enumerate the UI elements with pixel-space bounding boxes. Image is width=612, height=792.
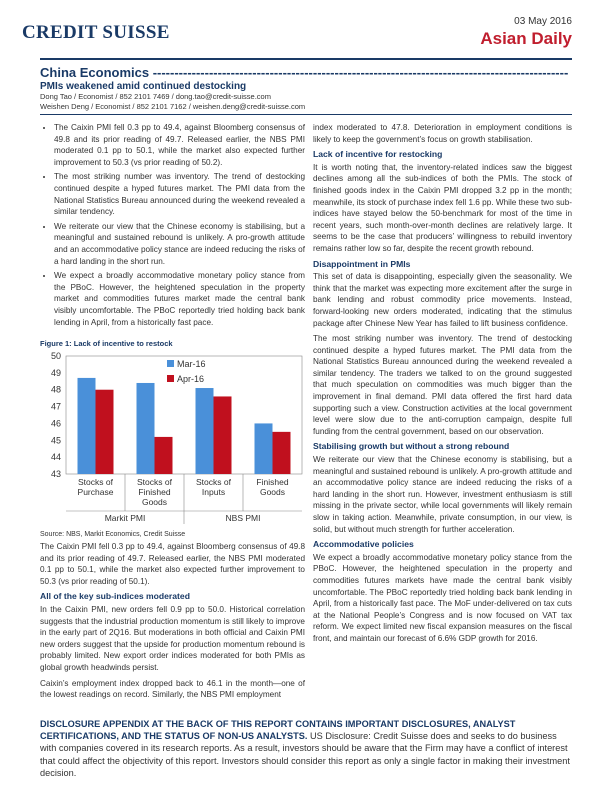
author-line: Dong Tao / Economist / 852 2101 7469 / dong.tao@credit-suisse.com — [40, 92, 271, 101]
legend-swatch — [167, 375, 174, 382]
section-title: China Economics ------------------------------------------------------------------------------------------------ — [40, 65, 569, 80]
y-tick-label: 44 — [50, 452, 61, 463]
y-tick-label: 47 — [50, 401, 61, 412]
group-label: Markit PMI — [104, 513, 146, 523]
bar-apr-16-2 — [214, 396, 232, 474]
y-tick-label: 50 — [50, 351, 61, 361]
y-tick-label: 43 — [50, 469, 61, 479]
bar-apr-16-3 — [273, 432, 291, 474]
disclosure-text: US Disclosure: Credit Suisse does and seeks to do business with companies covered in its research reports. As a result, investors should be aware that the Firm may have a conflict of interest that could affect the objectivity of this report. Investors should consider this report as only a single factor in making their investment decision. — [40, 731, 570, 778]
subheading: Stabilising growth but without a strong rebound — [313, 441, 510, 452]
disclosure-notice — [40, 718, 572, 779]
y-tick-label: 49 — [50, 367, 61, 378]
group-label: NBS PMI — [225, 513, 261, 523]
report-date: 03 May 2016 — [514, 16, 572, 27]
left-column — [40, 122, 305, 331]
logo-text: CREDIT SUISSE — [22, 22, 170, 43]
category-label: Stocks of — [78, 477, 113, 487]
subheading: All of the key sub-indices moderated — [40, 591, 190, 602]
disclosure-caps: DISCLOSURE APPENDIX AT THE BACK OF THIS REPORT CONTAINS IMPORTANT DISCLOSURES, ANALYST CERTIFICATIONS, AND THE STATUS OF NON-US ANALYSTS. — [40, 719, 516, 742]
subheading: Accommodative policies — [313, 539, 414, 550]
category-label: Finished — [138, 487, 171, 497]
category-label: Goods — [141, 497, 168, 507]
section-rule — [40, 114, 572, 115]
figure-source: Source: NBS, Markit Economics, Credit Suisse — [40, 531, 186, 538]
paragraph: index moderated to 47.8. Deterioration in employment conditions is likely to keep the government’s focus on growth stabilisation. — [313, 123, 572, 144]
legend-label: Mar-16 — [177, 359, 206, 369]
paragraph: In the Caixin PMI, new orders fell 0.9 pp to 50.0. Historical correlation suggests that the industrial production momentum is still likely to improve in the early part of 2Q16. But moderations in both official and Caixin PMI new orders suggest that the upside for production momentum rebound is probably limited. New export order indices moderated for both PMIs as global growth headwinds persist. — [40, 604, 305, 672]
y-tick-label: 46 — [50, 418, 61, 429]
subheading: Disappointment in PMIs — [313, 258, 411, 269]
paragraph: The Caixin PMI fell 0.3 pp to 49.4, against Bloomberg consensus of 49.8 and its prior reading of 49.7. Released earlier, the NBS PMI moderated 0.1 pp to 50.1, while the market also expected further improvement to 50.3 (vs prior reading of 50.1). — [40, 542, 305, 586]
headline: PMIs weakened amid continued destocking — [40, 81, 247, 92]
bar-mar-16-1 — [137, 383, 155, 474]
key-point: • The Caixin PMI fell 0.3 pp to 49.4, against Bloomberg consensus of 49.8 and its prior reading of 49.7. Released earlier, the NBS PMI moderated 0.1 pp to 50.1, while the market also expected further improvement to 50.3 (vs prior reading of 50.2). — [54, 122, 305, 168]
key-point: • We expect a broadly accommodative monetary policy stance from the PBoC. However, the heightened speculation in the property market and commodities futures market made the central bank visibly uncomfortable. The PBoC reportedly tried holding back bank lending in April, from a historically fast pace. — [54, 270, 305, 328]
left-column-continued — [40, 541, 305, 705]
bar-mar-16-0 — [78, 378, 96, 474]
paragraph: The most striking number was inventory. The trend of destocking continued despite a hyped futures market. The PMI data from the National Statistics Bureau announced during the weekend revealed a similar tendency. The traders we talked to on the ground suggested that much speculation on commodities was much bigger than the improvement in final demand. PMI data offered the first hard data supporting such a view. Construction activities at the local government level were slow due to the anti-corruption campaign, despite full funding from the central government, based on our observation. — [313, 334, 572, 436]
y-tick-label: 48 — [50, 384, 61, 395]
category-label: Stocks of — [196, 477, 231, 487]
bar-mar-16-2 — [196, 388, 214, 474]
header-rule — [40, 58, 572, 60]
paragraph: We reiterate our view that the Chinese economy is stabilising, but a meaningful and sustained rebound is unlikely. A pro-growth attitude and an accommodative policy stance are indeed reducing the risks of a hard landing in the short run. However, investment enthusiasm is still missing in the private sector, while local governments will likely remain slow in taking action. Meanwhile, private consumption, in our view, is solid, but without much strength for further acceleration. — [313, 455, 572, 534]
paragraph: We expect a broadly accommodative monetary policy stance from the PBoC. However, the heightened speculation in the property and commodities futures markets have made the central bank visibly uncomfortable. The PBoC reportedly tried holding back bank lending in April, from a historically fast pace. The MoF under-delivered on tax cuts at the National People’s Congress and is now focused on VAT tax reform. We expect limited new fiscal expansion measures on the fiscal front, and maintain our forecast of 6.6% GDP growth for 2016. — [313, 552, 572, 643]
publication-title: Asian Daily — [480, 29, 572, 48]
y-tick-label: 45 — [50, 435, 61, 446]
author-line: Weishen Deng / Economist / 852 2101 7162 / weishen.deng@credit-suisse.com — [40, 102, 306, 111]
bar-mar-16-3 — [255, 423, 273, 474]
right-column — [313, 122, 572, 649]
category-label: Goods — [259, 487, 286, 497]
category-label: Stocks of — [137, 477, 172, 487]
bar-apr-16-1 — [155, 437, 173, 474]
bar-apr-16-0 — [96, 390, 114, 474]
paragraph: This set of data is disappointing, especially given the seasonality. We think that the market was expecting more excitement after the surge in bank lending and robust commodity price movements. Instead, forward-looking new orders moderated, indicating that the stimulus package after Chinese New Year has failed to lift business confidence. — [313, 272, 572, 328]
inventory-bar-chart — [40, 349, 305, 531]
category-label: Inputs — [201, 487, 226, 497]
key-point: • We reiterate our view that the Chinese economy is stabilising, but a meaningful and sustained rebound is unlikely. A pro-growth attitude and an accommodative policy stance are indeed reducing the risks of a hard landing in the short run. — [54, 221, 305, 267]
legend-swatch — [167, 360, 174, 367]
credit-suisse-logo — [22, 22, 170, 44]
key-point: • The most striking number was inventory. The trend of destocking continued despite a hyped futures market. The PMI data from the National Statistics Bureau announced during the weekend revealed a similar tendency. — [54, 171, 305, 217]
key-points-list — [40, 122, 305, 328]
paragraph: It is worth noting that, the inventory-related indices saw the biggest declines among all the sub-indices of both the PMIs. The stock of finished goods index in the Caixin PMI dropped 3.2 pp in the month; meanwhile, its stock of purchase index fell 1.6 pp. While these two sub-indices have stayed below the 50-benchmark for most of the time in recent years, such month-over-month declines are relatively large. It seems to be the case that producers’ willingness to rebuild inventory remains rather low so far, despite the recent growth rebound. — [313, 162, 572, 253]
category-label: Finished — [256, 477, 289, 487]
category-label: Purchase — [77, 487, 114, 497]
figure-title: Figure 1: Lack of incentive to restock — [40, 339, 173, 348]
paragraph: Caixin’s employment index dropped back to 46.1 in the month—one of the lowest readings on record. Similarly, the NBS PMI employment — [40, 678, 305, 700]
legend-label: Apr-16 — [177, 374, 205, 384]
subheading: Lack of incentive for restocking — [313, 149, 443, 160]
